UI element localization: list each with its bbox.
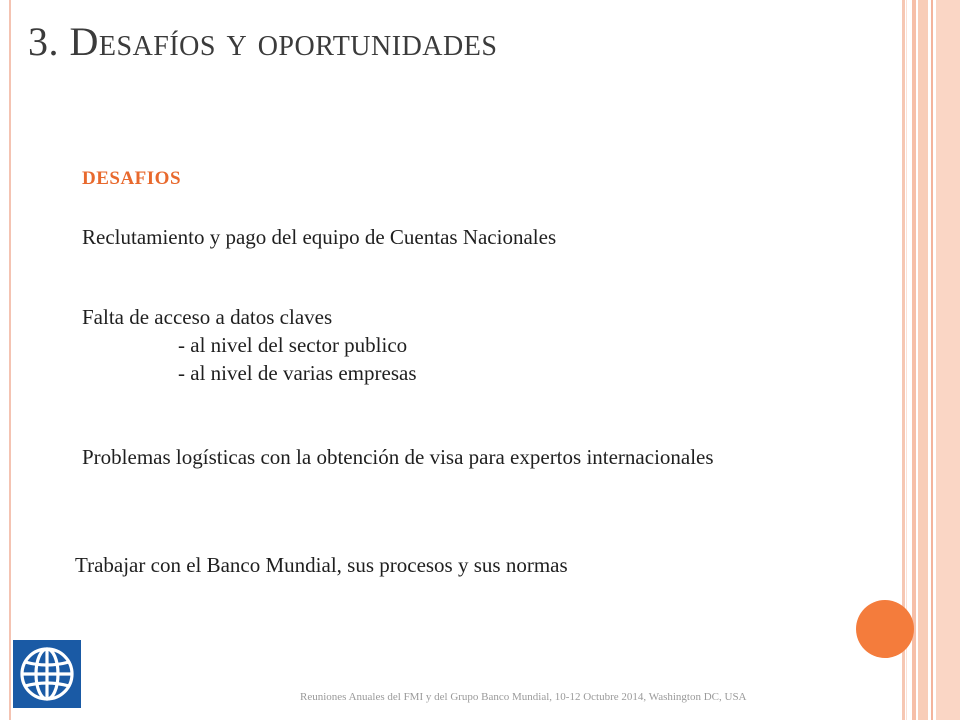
footer-text: Reuniones Anuales del FMI y del Grupo Banco Mundial, 10-12 Octubre 2014, Washington DC, USA (300, 691, 747, 703)
stripe (936, 0, 960, 720)
stripe (912, 0, 916, 720)
stripe (931, 0, 933, 720)
stripe (918, 0, 928, 720)
challenge-data-access-companies: - al nivel de varias empresas (178, 361, 417, 385)
challenge-recruitment: Reclutamiento y pago del equipo de Cuentas Nacionales (82, 225, 557, 249)
section-heading: DESAFIOS (82, 168, 182, 189)
world-bank-globe-icon (13, 640, 81, 708)
challenge-logistics: Problemas logísticas con la obtención de visa para expertos internacionales (82, 445, 714, 469)
challenge-world-bank: Trabajar con el Banco Mundial, sus procesos y sus normas (75, 553, 568, 577)
challenge-data-access-public: - al nivel del sector publico (178, 333, 408, 357)
slide-title: 3. Desafíos y oportunidades (28, 19, 498, 64)
challenge-data-access: Falta de acceso a datos claves (82, 305, 333, 329)
left-border-line (9, 0, 11, 720)
decorative-orange-circle (856, 600, 914, 658)
